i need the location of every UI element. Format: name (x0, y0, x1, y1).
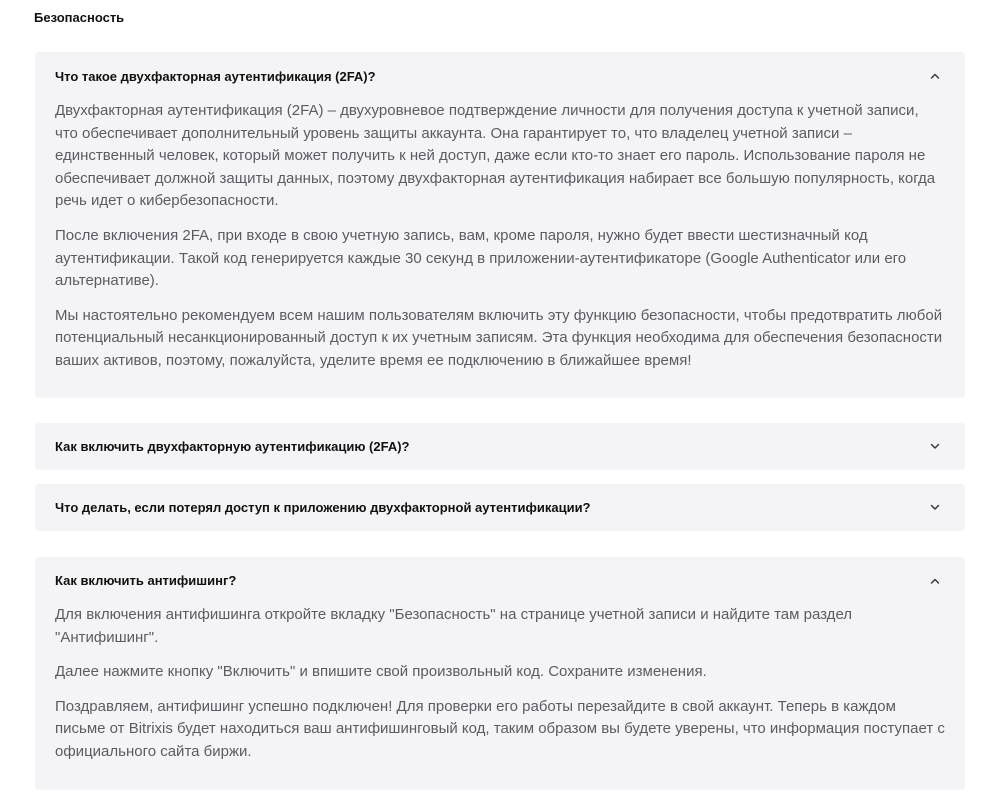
section-title: Безопасность (34, 10, 125, 25)
faq-item (35, 557, 965, 790)
faq-toggle[interactable] (35, 423, 965, 469)
faq-answer-paragraph: Далее нажмите кнопку "Включить" и впишите свой произвольный код. Сохраните изменения. (55, 663, 707, 681)
faq-answer-paragraph: Двухфакторная аутентификация (2FA) – двухуровневое подтверждение личности для получения доступа к учетной записи, что обеспечивает дополнительный уровень защиты аккаунта. Она гарантирует то, что владелец учетной записи – единственный человек, который может получить к ней доступ, даже если кто-то знает его пароль. Использование пароля не обеспечивает должной защиты данных, поэтому двухфакторная аутентификация набирает все большую популярность, когда речь идет о кибербезопасности. (55, 102, 936, 210)
chevron-up-icon[interactable] (929, 70, 941, 82)
faq-answer (35, 604, 965, 764)
faq-toggle[interactable] (35, 557, 965, 604)
faq-item (35, 423, 965, 470)
faq-toggle[interactable] (35, 484, 965, 530)
faq-item (35, 52, 965, 398)
faq-question: Что делать, если потерял доступ к приложению двухфакторной аутентификации? (55, 499, 591, 515)
faq-answer-paragraph: Мы настоятельно рекомендуем всем нашим пользователям включить эту функцию безопасности, чтобы предотвратить любой потенциальный несанкционированный доступ к их учетным записям. Эта функция необходима для обеспечения безопасности ваших активов, поэтому, пожалуйста, уделите время ее подключению в ближайшее время! (55, 306, 943, 369)
faq-question: Что такое двухфакторная аутентификация (2FA)? (55, 68, 376, 84)
faq-answer-paragraph: Поздравляем, антифишинг успешно подключен! Для проверки его работы перезайдите в свой аккаунт. Теперь в каждом письме от Bitrixis будет находиться ваш антифишинговый код, таким образом вы будете уверены, что информация поступает с официального сайта биржи. (55, 697, 945, 760)
faq-question: Как включить двухфакторную аутентификацию (2FA)? (55, 438, 410, 454)
faq-answer-paragraph: После включения 2FA, при входе в свою учетную запись, вам, кроме пароля, нужно будет ввести шестизначный код аутентификации. Такой код генерируется каждые 30 секунд в приложении-аутентификаторе (Google Authenticator или его альтернативе). (55, 226, 907, 290)
chevron-down-icon[interactable] (929, 440, 941, 452)
faq-toggle[interactable] (35, 52, 965, 100)
faq-question: Как включить антифишинг? (55, 573, 237, 588)
faq-answer-paragraph: Для включения антифишинга откройте вкладку "Безопасность" на странице учетной записи и найдите там раздел "Антифишинг". (55, 606, 853, 646)
faq-item (35, 484, 965, 531)
faq-answer (35, 100, 965, 373)
chevron-down-icon[interactable] (929, 501, 941, 513)
chevron-up-icon[interactable] (929, 575, 941, 587)
